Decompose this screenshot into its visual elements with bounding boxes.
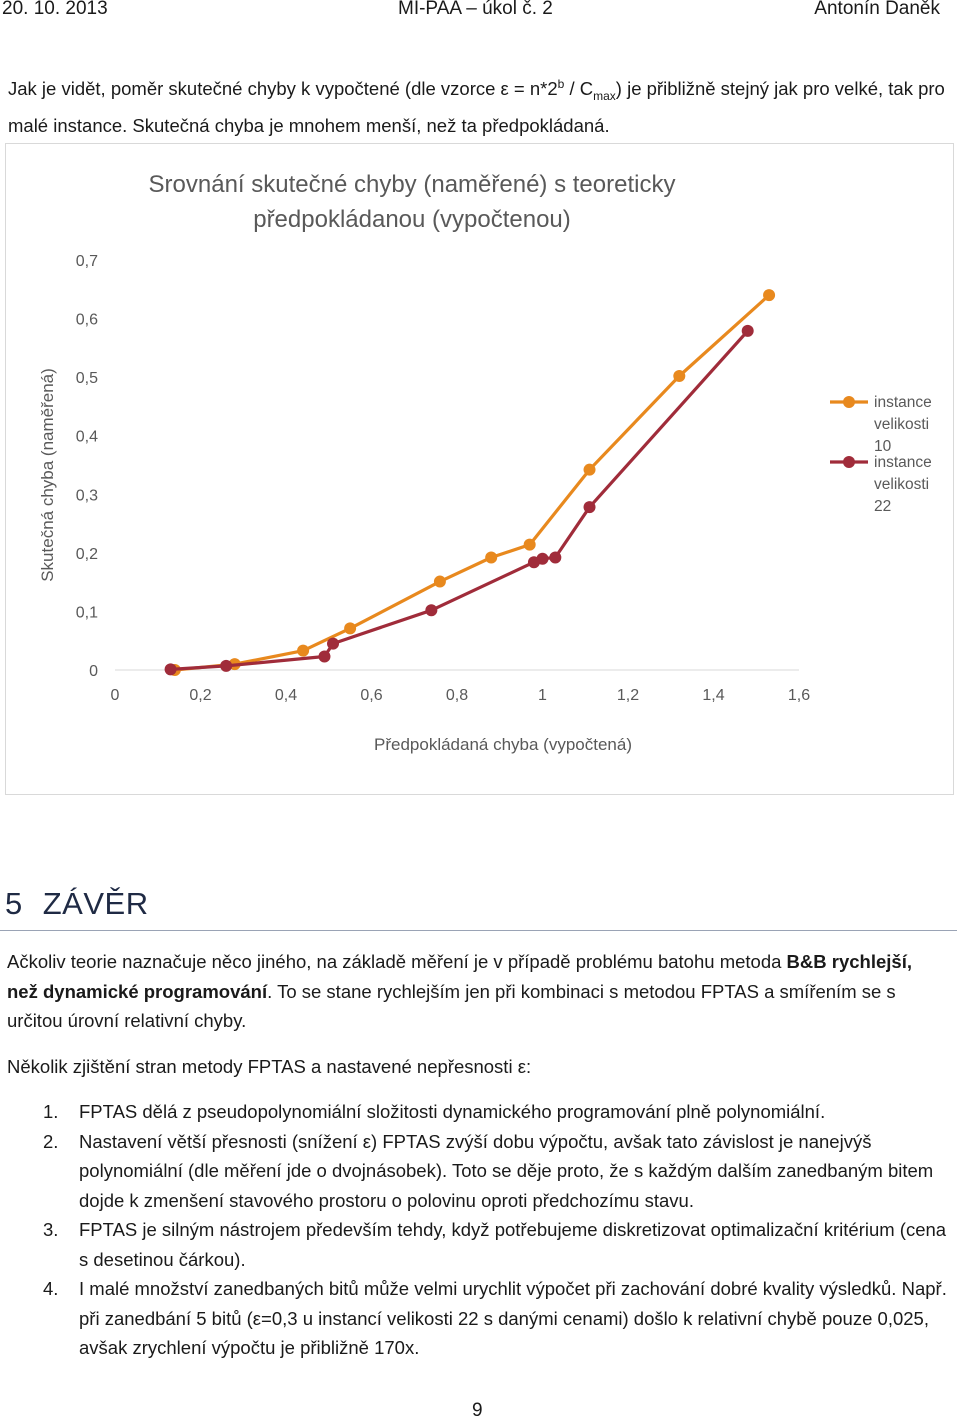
y-tick-label: 0,5 <box>75 370 98 388</box>
section-divider <box>0 930 957 931</box>
x-tick-label: 1,4 <box>702 687 725 704</box>
list-text: Nastavení větší přesnosti (snížení ε) FPTAS zvýší dobu výpočtu, avšak tato závislost je nanejvýš polynomiální (dle měření jde o dvojnásobek). Toto se děje proto, že s každým dalším zanedbaným bitem dojde k zmenšení stavového prostoru o polovinu oproti předchozímu stavu. <box>79 1130 934 1211</box>
y-tick-label: 0,7 <box>75 253 98 270</box>
conclusion-text-b: . To se stane rychlejším jen při kombinaci s metodou FPTAS a smířením se s určitou úrovní relativní chyby. <box>7 980 896 1031</box>
list-item <box>7 1127 952 1216</box>
legend-label: velikosti <box>874 416 930 433</box>
data-point <box>165 663 177 675</box>
y-tick-label: 0,4 <box>75 428 98 446</box>
legend-marker <box>843 396 855 408</box>
header-author: Antonín Daněk <box>814 0 940 19</box>
y-axis-title: Skutečná chyba (naměřená) <box>38 368 57 582</box>
x-tick-label: 0,6 <box>360 687 383 704</box>
section-number: 5 <box>5 886 23 921</box>
data-point <box>220 660 232 672</box>
findings-list <box>7 1097 952 1363</box>
y-tick-label: 0,1 <box>75 604 98 622</box>
y-tick-label: 0,6 <box>75 311 98 329</box>
x-tick-label: 0,8 <box>445 687 469 704</box>
legend-label: 22 <box>874 498 892 515</box>
series-line <box>171 331 748 670</box>
list-item <box>7 1215 952 1274</box>
legend-label: velikosti <box>874 476 930 493</box>
x-tick-label: 1 <box>538 687 547 704</box>
data-point <box>742 325 754 337</box>
data-point <box>485 552 497 564</box>
legend-label: instance <box>874 454 932 471</box>
intro-sup: b <box>557 77 565 91</box>
intro-text-a: Jak je vidět, poměr skutečné chyby k vypočtené (dle vzorce ε = n*2 <box>8 78 558 100</box>
section-title: ZÁVĚR <box>42 886 149 921</box>
list-text: FPTAS dělá z pseudopolynomiální složitosti dynamického programování plně polynomiální. <box>79 1101 826 1122</box>
list-number: 2. <box>43 1130 59 1152</box>
list-number: 4. <box>43 1278 59 1299</box>
list-text: FPTAS je silným nástrojem především tehdy, když potřebujeme diskretizovat optimalizační kritérium (cena s desetinou čárkou). <box>79 1219 947 1270</box>
intro-sub: max <box>593 88 616 103</box>
data-point <box>524 539 536 551</box>
data-point <box>327 638 339 650</box>
section-heading <box>5 886 149 922</box>
data-point <box>297 645 309 657</box>
conclusion-paragraph <box>7 947 947 1036</box>
findings-intro: Několik zjištění stran metody FPTAS a nastavené nepřesnosti ε: <box>7 1056 532 1077</box>
list-text: I malé množství zanedbaných bitů může velmi urychlit výpočet při zachování dobré kvality výsledků. Např. při zanedbání 5 bitů (ε=0,3 u instancí velikosti 22 s danými cenami) došlo k relativní chybě pouze 0,025, avšak zrychlení výpočtu je přibližně 170x. <box>79 1278 947 1358</box>
x-axis-title: Předpokládaná chyba (vypočtená) <box>374 735 632 754</box>
x-tick-label: 1,2 <box>616 687 640 704</box>
data-point <box>344 622 356 634</box>
legend-marker <box>843 456 855 468</box>
list-item <box>7 1274 952 1363</box>
intro-text-c: ) je přibližně stejný jak pro velké, tak pro malé instance. Skutečná chyba je mnohem menší, než ta předpokládaná. <box>8 78 945 136</box>
x-tick-label: 1,6 <box>787 687 811 704</box>
x-tick-label: 0,2 <box>189 687 212 704</box>
page-number: 9 <box>472 1400 483 1421</box>
x-tick-label: 0 <box>110 687 120 704</box>
data-point <box>673 370 685 382</box>
data-point <box>763 289 775 301</box>
data-point <box>584 501 596 513</box>
data-point <box>549 552 561 564</box>
x-tick-label: 0,4 <box>274 687 298 704</box>
list-item <box>7 1097 952 1127</box>
header-course: MI-PAA – úkol č. 2 <box>398 0 553 19</box>
conclusion-text-a: Ačkoliv teorie naznačuje něco jiného, na základě měření je v případě problému batohu metoda <box>7 951 787 972</box>
data-point <box>425 604 437 616</box>
data-point <box>434 576 446 588</box>
header-date: 20. 10. 2013 <box>2 0 108 19</box>
data-point <box>318 651 330 663</box>
y-tick-label: 0 <box>89 663 98 680</box>
y-tick-label: 0,2 <box>75 545 98 563</box>
intro-text-b: / C <box>564 78 594 100</box>
series-line <box>175 295 769 670</box>
conclusion-bold: B&B rychlejší, než dynamické programování <box>7 951 912 1002</box>
list-number: 1. <box>43 1101 59 1122</box>
y-tick-label: 0,3 <box>75 487 98 505</box>
legend-label: 10 <box>874 438 892 455</box>
chart-title: předpokládanou (vypočtenou) <box>253 206 571 233</box>
legend-label: instance <box>874 394 932 411</box>
data-point <box>584 464 596 476</box>
data-point <box>537 553 549 565</box>
chart-title: Srovnání skutečné chyby (naměřené) s teoreticky <box>148 171 676 198</box>
list-number: 3. <box>43 1219 59 1240</box>
